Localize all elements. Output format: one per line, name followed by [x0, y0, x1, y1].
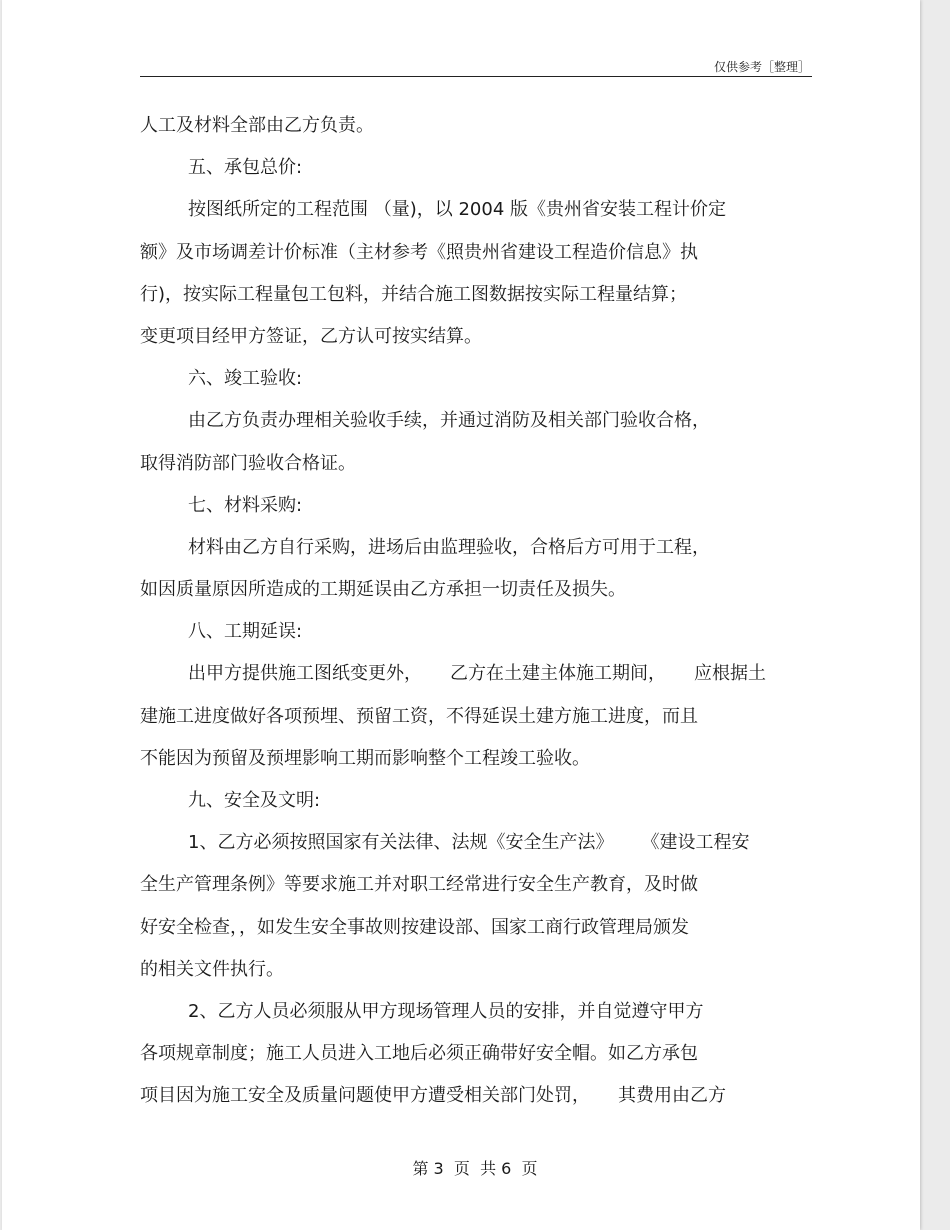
document-page	[2, 0, 920, 1230]
document-body	[140, 105, 812, 1118]
section-heading: 九、安全及文明:	[188, 790, 321, 811]
text-line: 取得消防部门验收合格证。	[140, 452, 356, 474]
text-line: 好安全检查，，如发生安全事故则按建设部、国家工商行政管理局颁发	[140, 916, 689, 938]
page-footer: 第 3 页 共 6 页	[412, 1159, 538, 1178]
text-line: 人工及材料全部由乙方负责。	[140, 115, 374, 136]
text-line: 的相关文件执行。	[140, 958, 284, 980]
text-line: 按图纸所定的工程范围 （量)，以 2004 版《贵州省安装工程计价定	[188, 199, 726, 221]
section-heading: 六、竣工验收:	[188, 368, 303, 390]
text-line: 如因质量原因所造成的工期延误由乙方承担一切责任及损失。	[140, 579, 626, 601]
section-heading: 七、材料采购:	[188, 494, 303, 516]
header-note: 仅供参考［整理］	[713, 60, 810, 74]
text-line: 行)，按实际工程量包工包料，并结合施工图数据按实际工程量结算；	[140, 283, 688, 305]
text-line: 建施工进度做好各项预埋、预留工资，不得延误土建方施工进度，而且	[140, 705, 698, 727]
text-line: 变更项目经甲方签证，乙方认可按实结算。	[140, 325, 482, 347]
text-line: 由乙方负责办理相关验收手续，并通过消防及相关部门验收合格，	[188, 410, 710, 432]
text-line: 额》及市场调差计价标准（主材参考《照贵州省建设工程造价信息》执	[140, 241, 698, 263]
text-line: 全生产管理条例》等要求施工并对职工经常进行安全生产教育，及时做	[140, 874, 698, 896]
text-line: 各项规章制度；施工人员进入工地后必须正确带好安全帽。如乙方承包	[140, 1043, 698, 1065]
text-line: 1、乙方必须按照国家有关法律、法规《安全生产法》 《建设工程安	[188, 832, 750, 854]
text-line: 2、乙方人员必须服从甲方现场管理人员的安排，并自觉遵守甲方	[188, 1000, 704, 1022]
text-line: 出甲方提供施工图纸变更外， 乙方在土建主体施工期间， 应根据土	[188, 663, 766, 685]
text-line: 项目因为施工安全及质量问题使甲方遭受相关部门处罚， 其费用由乙方	[140, 1085, 726, 1107]
section-heading: 五、承包总价:	[188, 157, 303, 179]
section-heading: 八、工期延误:	[188, 621, 303, 643]
text-line: 材料由乙方自行采购，进场后由监理验收，合格后方可用于工程，	[188, 536, 710, 558]
page-header	[140, 56, 812, 77]
text-line: 不能因为预留及预埋影响工期而影响整个工程竣工验收。	[140, 747, 590, 769]
